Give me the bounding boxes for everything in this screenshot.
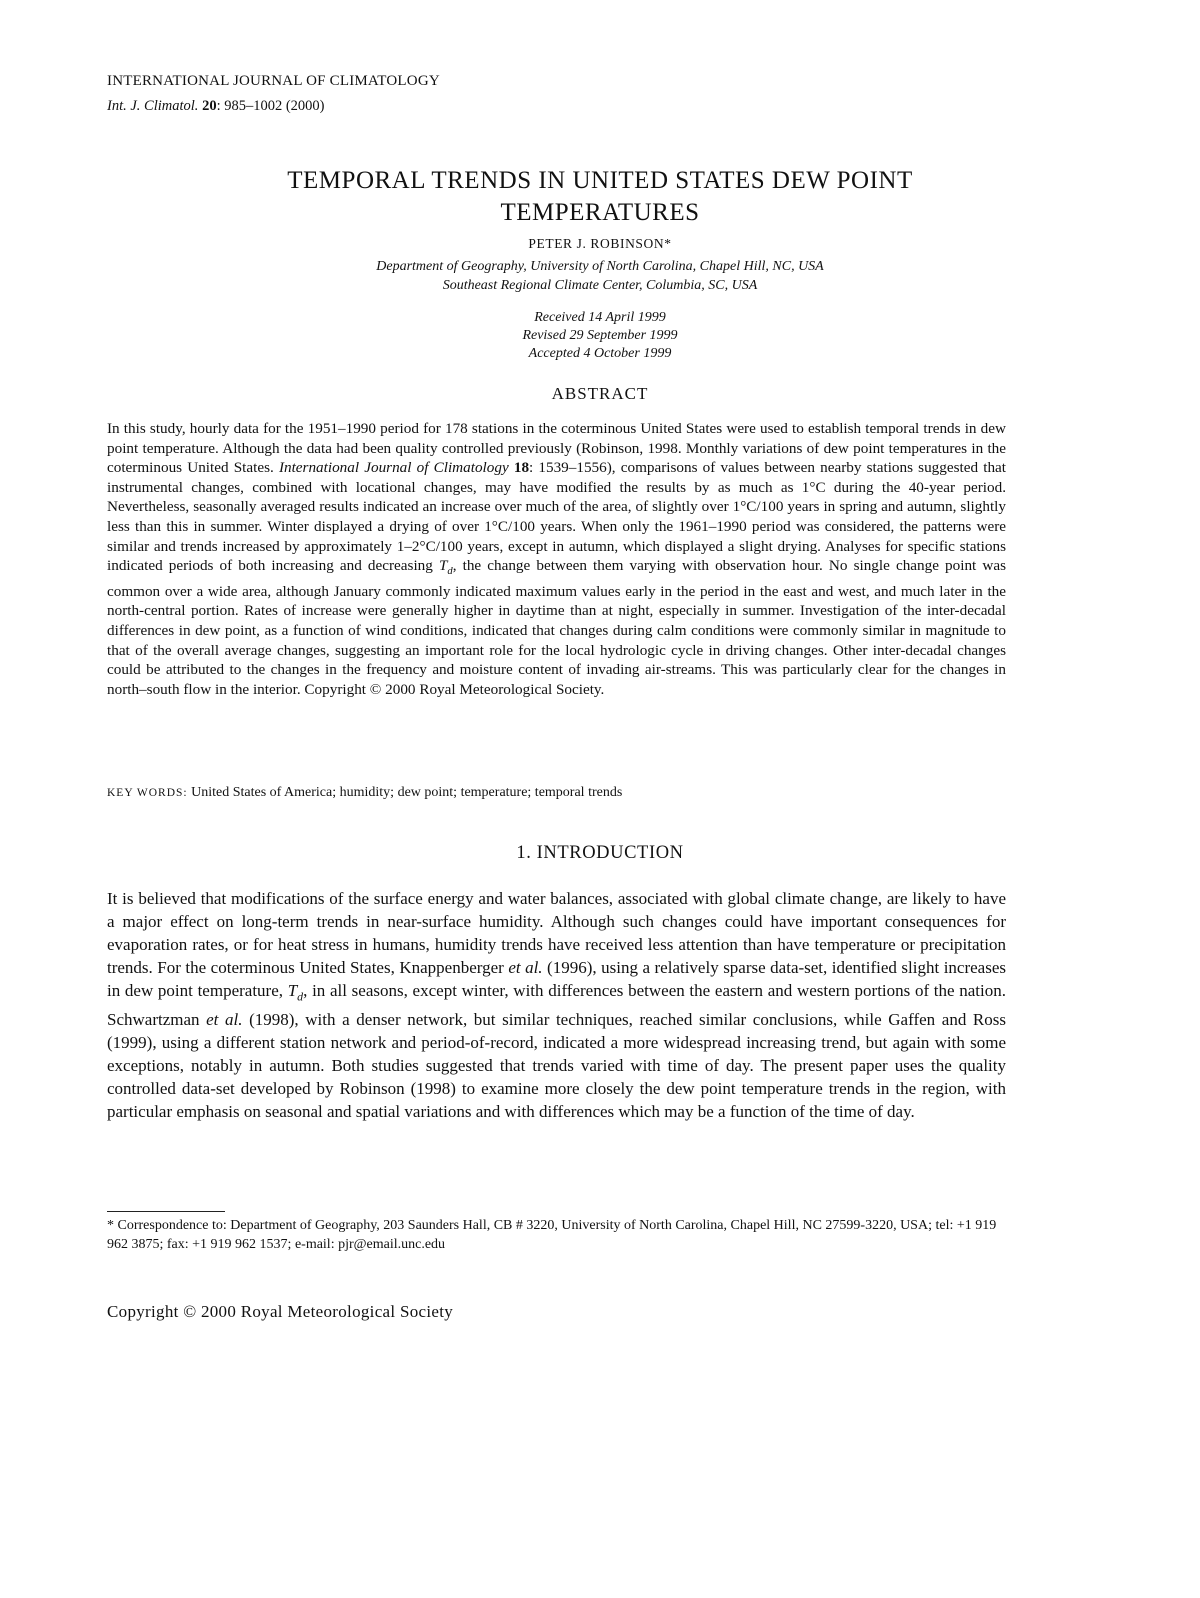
abstract-text-2: : 1539–1556), comparisons of values between nearby stations suggested that instrumental changes, combined with locational changes, may have modified the results by as much as 1°C during the 40-year period. Nevertheless, seasonally averaged results indicated an increase over much of the area, of slightly over 1°C/100 years in spring and autumn, slightly less than this in summer. Winter displayed a drying of over 1°C/100 years. When only the 1961–1990 period was considered, the patterns were similar and trends increased by approximately 1–2°C/100 years, except in autumn, which displayed a slight drying. Analyses for specific stations indicated periods of both increasing and decreasing	[107, 459, 1006, 575]
affiliation-1: Department of Geography, University of North Carolina, Chapel Hill, NC, USA	[376, 259, 824, 274]
citation-pages-year: : 985–1002 (2000)	[216, 98, 325, 114]
abstract-text-3: , the change between them varying with observation hour. No single change point was common over a wide area, although January commonly indicated maximum values early in the period in the east and west, and much later in the north-central portion. Rates of increase were generally higher in daytime than at night, especially in summer. Investigation of the inter-decadal differences in dew point, as a function of wind conditions, indicated that changes during calm conditions were commonly similar in magnitude to that of the overall average changes, suggesting an important role for the local hydrologic cycle in driving changes. Other inter-decadal changes could be attributed to the changes in the frequency and moisture content of invading air-streams. This was particularly clear for the changes in north–south flow in the interior. Copyright © 2000 Royal Meteorological Society.	[107, 557, 1006, 698]
intro-text-2: (1996), using a relatively sparse data-set, identified slight increases in dew point temperature,	[107, 958, 1007, 1000]
keywords-text: United States of America; humidity; dew point; temperature; temporal trends	[187, 785, 623, 800]
section-heading-introduction: 1. INTRODUCTION	[516, 843, 684, 863]
abstract-ref-journal: International Journal of Climatology	[278, 459, 509, 477]
abstract-text-1: In this study, hourly data for the 1951–1990 period for 178 stations in the coterminous United States were used to establish temporal trends in dew point temperature. Although the data had been quality controlled previously (Robinson, 1998. Monthly variations of dew point temperatures in the coterminous United States.	[107, 420, 1006, 477]
journal-citation	[107, 98, 325, 115]
title-line-2: TEMPERATURES	[500, 199, 700, 226]
introduction-body	[107, 887, 1006, 1123]
abstract-symbol-t: T	[438, 557, 448, 575]
abstract-ref-volume: 18	[513, 459, 530, 477]
received-date: Received 14 April 1999	[534, 310, 666, 325]
footnote-rule	[107, 1211, 225, 1212]
intro-text-4: (1998), with a denser network, but similar techniques, reached similar conclusions, while Gaffen and Ross (1999), using a different station network and period-of-record, indicated a more widespread increasing trend, but again with some exceptions, notably in autumn. Both studies suggested that trends varied with time of day. The present paper uses the quality controlled data-set developed by Robinson (1998) to examine more closely the dew point temperature trends in the region, with particular emphasis on seasonal and spatial variations and with differences which may be a function of the time of day.	[107, 1010, 1006, 1122]
accepted-date: Accepted 4 October 1999	[528, 346, 672, 361]
intro-symbol-t: T	[287, 981, 298, 1000]
intro-etal-1: et al.	[508, 958, 543, 977]
keywords-label: KEY WORDS:	[107, 787, 188, 799]
intro-symbol-sub: d	[297, 989, 304, 1004]
keywords	[107, 785, 1006, 801]
affiliation-2: Southeast Regional Climate Center, Columbia, SC, USA	[442, 278, 758, 293]
correspondence-footnote: * Correspondence to: Department of Geography, 203 Saunders Hall, CB # 3220, University of North Carolina, Chapel Hill, NC 27599-3220, USA; tel: +1 919 962 3875; fax: +1 919 962 1537; e-mail: pjr@email.unc.edu	[107, 1218, 997, 1252]
citation-journal: Int. J. Climatol.	[107, 98, 199, 114]
abstract-symbol-sub: d	[447, 566, 453, 578]
abstract-heading: ABSTRACT	[551, 384, 649, 403]
intro-etal-2: et al.	[206, 1010, 243, 1030]
citation-volume: 20	[202, 98, 217, 114]
intro-text-3: , in all seasons, except winter, with differences between the eastern and western portions of the nation. Schwartzman	[107, 981, 1007, 1030]
copyright-footer: Copyright © 2000 Royal Meteorological Society	[107, 1302, 454, 1321]
abstract-body	[107, 419, 1006, 699]
intro-text-1: It is believed that modifications of the surface energy and water balances, associated with global climate change, are likely to have a major effect on long-term trends in near-surface humidity. Although such changes could have important consequences for evaporation rates, or for heat stress in humans, humidity trends have received less attention than have temperature or precipitation trends. For the coterminous United States, Knappenberger	[107, 889, 1006, 977]
paper-title	[150, 165, 1050, 229]
author-name: PETER J. ROBINSON*	[528, 236, 672, 251]
title-line-1: TEMPORAL TRENDS IN UNITED STATES DEW POINT	[287, 167, 913, 194]
journal-name: INTERNATIONAL JOURNAL OF CLIMATOLOGY	[107, 73, 440, 89]
revised-date: Revised 29 September 1999	[522, 328, 678, 343]
